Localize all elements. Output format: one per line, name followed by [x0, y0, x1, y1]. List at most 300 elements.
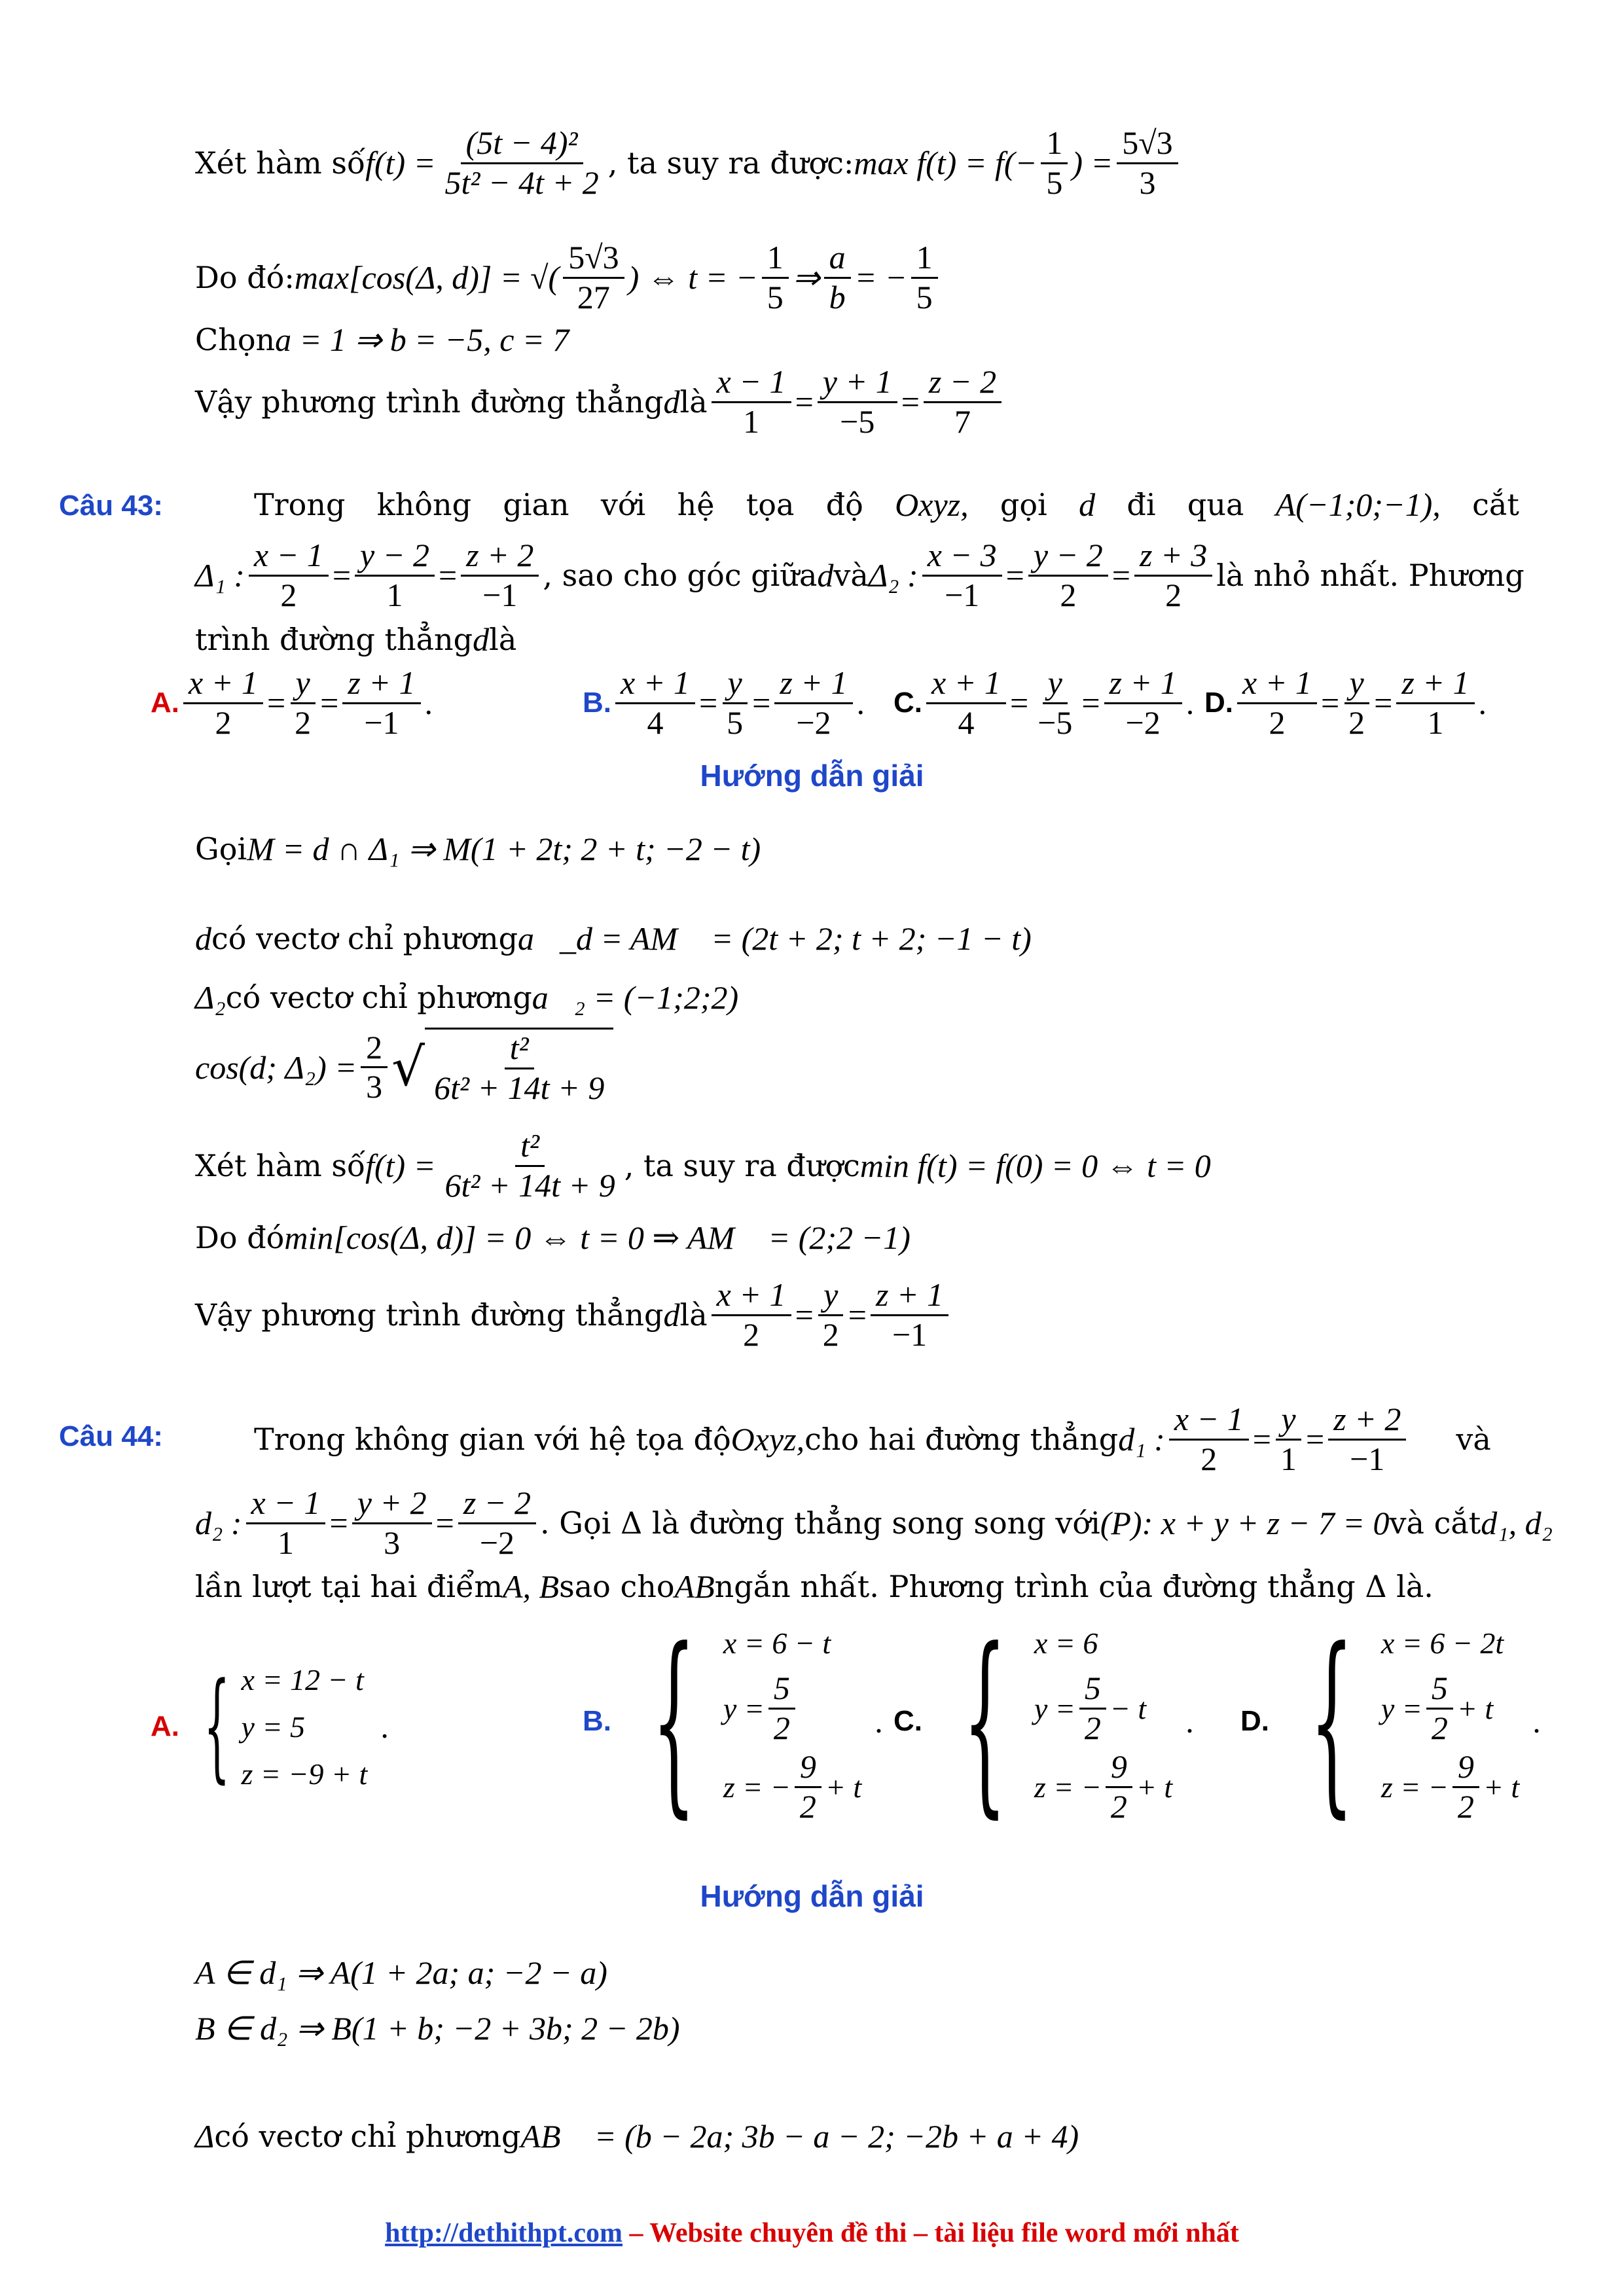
denominator: 4: [958, 704, 975, 741]
brace: {: [1310, 1607, 1354, 1835]
prev-line-1: [195, 124, 1182, 202]
word: hệ: [677, 487, 715, 522]
denominator: 1: [743, 403, 760, 440]
math: A ∈ d₁ ⇒ A(1 + 2a; a; −2 − a): [195, 1954, 607, 1991]
math: Δ₂: [195, 979, 226, 1016]
math: + t: [825, 1770, 862, 1804]
fraction: [439, 124, 604, 202]
numerator: z + 1: [342, 664, 420, 704]
word: qua: [1187, 487, 1244, 522]
text: lần lượt tại hai điểm: [195, 1569, 503, 1604]
fraction: [922, 537, 1002, 614]
math: d: [663, 384, 680, 420]
fraction: [818, 363, 897, 440]
word: độ: [825, 487, 863, 522]
period: .: [875, 1703, 883, 1740]
denominator: 5: [727, 704, 744, 741]
row: [1034, 1669, 1172, 1748]
denominator: 6t² + 14t + 9: [434, 1069, 605, 1106]
denominator: 3: [384, 1524, 401, 1561]
fraction: [712, 1276, 791, 1354]
fraction: [1117, 124, 1178, 202]
text: là: [489, 622, 517, 657]
fraction: [1343, 664, 1370, 742]
radical-sign: √: [391, 1036, 425, 1098]
option-label: B.: [583, 1705, 611, 1737]
option-label: C.: [893, 1705, 922, 1737]
fraction: [342, 664, 420, 742]
numerator: t²: [505, 1030, 534, 1069]
word: Oxyz,: [895, 486, 969, 523]
text: có vectơ chỉ phương: [211, 921, 518, 956]
numerator: y: [818, 1276, 843, 1316]
numerator: z − 2: [458, 1484, 536, 1524]
denominator: −1: [364, 704, 399, 741]
equals: =: [438, 557, 458, 594]
row: [723, 1669, 861, 1748]
fraction: [824, 239, 851, 316]
equals: =: [1252, 1421, 1271, 1458]
denominator: 2: [1348, 704, 1365, 741]
q43-step-2: [195, 920, 1032, 958]
denominator: 2: [1200, 1440, 1218, 1477]
denominator: 5: [767, 278, 784, 315]
row: [1381, 1748, 1519, 1826]
row: [1034, 1748, 1172, 1826]
math: a⃗₂ = (−1;2;2): [532, 979, 739, 1016]
fraction: [352, 1484, 432, 1562]
fraction: [183, 664, 263, 742]
text: cho hai đường thẳng: [804, 1422, 1119, 1457]
row: x = 6: [1034, 1626, 1098, 1660]
fraction: [795, 1748, 821, 1825]
row: [1381, 1669, 1519, 1748]
math: Δ₂ :: [868, 557, 918, 594]
radicand: [425, 1028, 613, 1107]
q44-option-b[interactable]: [583, 1607, 883, 1835]
numerator: 5: [768, 1670, 795, 1710]
denominator: 1: [1280, 1440, 1297, 1477]
numerator: y: [1276, 1401, 1301, 1441]
system-rows: [723, 1617, 861, 1826]
prev-line-4: [195, 363, 1005, 440]
fraction: [1426, 1670, 1453, 1747]
math: AB: [674, 1568, 715, 1605]
fraction: [1104, 664, 1182, 742]
numerator: x − 1: [1169, 1401, 1249, 1441]
fraction: [249, 537, 329, 614]
denominator: b: [829, 278, 846, 315]
fraction: [1275, 1401, 1302, 1478]
text: Vậy phương trình đường thẳng: [195, 384, 664, 420]
numerator: 1: [911, 239, 938, 279]
denominator: 2: [1269, 704, 1286, 741]
text: có vectơ chỉ phương: [214, 2119, 521, 2154]
q43-step-6: [195, 1219, 911, 1257]
row: x = 12 − t: [241, 1662, 364, 1696]
q44-step-1: [195, 1954, 607, 1992]
equals: =: [266, 685, 286, 721]
brace: {: [204, 1658, 230, 1795]
word: với: [600, 487, 646, 522]
system-rows: [1381, 1617, 1519, 1826]
fraction: [1169, 1401, 1249, 1478]
denominator: 2: [799, 1787, 816, 1825]
brace: {: [652, 1607, 696, 1835]
denominator: 3: [366, 1068, 383, 1105]
fraction: [289, 664, 316, 742]
equals: =: [332, 557, 352, 594]
denominator: 2: [743, 1316, 760, 1353]
math: max[cos(Δ, d)] = √(: [294, 259, 560, 296]
equation-system: [922, 1607, 1173, 1835]
numerator: y: [1344, 664, 1369, 704]
word: tọa: [746, 487, 795, 522]
period: .: [1478, 685, 1487, 721]
denominator: 1: [1427, 704, 1444, 741]
q44-option-d[interactable]: [1240, 1607, 1541, 1835]
denominator: 2: [295, 704, 312, 741]
numerator: 2: [361, 1029, 388, 1069]
numerator: x − 3: [922, 537, 1002, 577]
text: Do đó:: [195, 260, 295, 295]
fraction: [1032, 664, 1077, 742]
fraction: [1328, 1401, 1406, 1478]
math: max f(t) = f(−: [854, 145, 1038, 181]
fraction: [1453, 1748, 1479, 1825]
numerator: (5t − 4)²: [461, 124, 583, 164]
math: d₂ :: [195, 1505, 242, 1541]
q43-line-1: [254, 486, 1519, 524]
text: Gọi: [195, 831, 247, 867]
math: Δ: [195, 2118, 215, 2155]
equals: =: [320, 685, 339, 721]
denominator: −2: [1125, 704, 1161, 741]
math: (P): x + y + z − 7 = 0: [1100, 1505, 1390, 1541]
fraction: [246, 1484, 326, 1562]
denominator: −2: [796, 704, 831, 741]
fraction: [1079, 1670, 1106, 1747]
text: , sao cho góc giữa: [543, 558, 818, 593]
text: , ta suy ra được:: [607, 145, 854, 181]
numerator: 5√3: [563, 239, 624, 279]
math: Δ₁ :: [195, 557, 245, 594]
denominator: 5: [916, 278, 933, 315]
math: z = −: [723, 1770, 791, 1804]
q43-option-a[interactable]: [151, 664, 433, 742]
numerator: x − 1: [249, 537, 329, 577]
q43-option-b[interactable]: [583, 664, 865, 742]
fraction: [615, 664, 695, 742]
denominator: −1: [945, 576, 980, 613]
row: x = 6 − 2t: [1380, 1626, 1504, 1660]
option-label: A.: [151, 687, 179, 719]
equals: =: [1111, 557, 1130, 594]
math: y =: [1034, 1691, 1075, 1725]
equals: =: [848, 1297, 867, 1333]
denominator: 2: [1084, 1709, 1101, 1746]
fraction: [762, 239, 789, 316]
equals: =: [1005, 557, 1024, 594]
text: là: [679, 384, 708, 420]
math: y =: [723, 1691, 765, 1725]
text: có vectơ chỉ phương: [225, 980, 532, 1015]
numerator: y − 2: [355, 537, 435, 577]
numerator: x + 1: [926, 664, 1006, 704]
q43-step-1: [195, 830, 761, 868]
q43-solution-heading: Hướng dẫn giải: [700, 759, 924, 793]
equals: =: [752, 685, 771, 721]
math: d: [817, 557, 834, 594]
numerator: x + 1: [183, 664, 263, 704]
math: = −: [854, 259, 907, 296]
numerator: 5: [1426, 1670, 1453, 1710]
denominator: 1: [278, 1524, 295, 1561]
math: z = −: [1380, 1770, 1449, 1804]
equals: =: [1305, 1421, 1325, 1458]
period: .: [1185, 1703, 1194, 1740]
math: f(t) =: [365, 1147, 436, 1184]
equals: =: [901, 384, 920, 420]
question-44-label: Câu 44:: [59, 1420, 163, 1452]
math: a = 1 ⇒ b = −5, c = 7: [275, 321, 569, 358]
denominator: 2: [773, 1709, 790, 1746]
word: gọi: [1000, 487, 1047, 522]
row: x = 6 − t: [723, 1626, 831, 1660]
text: Trong không gian với hệ tọa độ: [254, 1422, 731, 1457]
numerator: z + 1: [1396, 664, 1474, 704]
numerator: z + 2: [1328, 1401, 1406, 1441]
word: cắt: [1472, 487, 1519, 522]
fraction: [911, 239, 938, 316]
question-43-label: Câu 43:: [59, 490, 163, 522]
footer: [0, 2217, 1624, 2249]
numerator: x − 1: [712, 363, 791, 403]
equals: =: [1081, 685, 1100, 721]
q43-line-3: [195, 620, 516, 658]
fraction: [439, 1127, 620, 1204]
fraction: [926, 664, 1006, 742]
fraction: [774, 664, 852, 742]
math: AB⃗ = (b − 2a; 3b − a − 2; −2b + a + 4): [520, 2118, 1079, 2155]
math: d₁, d₂: [1481, 1505, 1553, 1541]
text: , ta suy ra được: [624, 1148, 860, 1183]
fraction: [712, 363, 791, 440]
denominator: 2: [1431, 1709, 1448, 1746]
footer-tagline: – Website chuyên đề thi – tài liệu file word mới nhất: [623, 2218, 1239, 2248]
fraction: [818, 1276, 844, 1354]
math: B ∈ d₂ ⇒ B(1 + b; −2 + 3b; 2 − 2b): [195, 2010, 680, 2047]
system-rows: [1034, 1617, 1172, 1826]
row: z = −9 + t: [241, 1757, 368, 1791]
text: là nhỏ nhất. Phương: [1216, 558, 1525, 593]
q43-option-c[interactable]: [893, 664, 1194, 742]
math: A, B: [503, 1568, 560, 1605]
math: min f(t) = f(0) = 0 ⇔ t = 0: [859, 1147, 1211, 1184]
q43-line-2: [195, 537, 1525, 614]
text: Do đó: [195, 1220, 285, 1255]
text: Chọn: [195, 322, 276, 357]
fraction: [1106, 1748, 1132, 1825]
math: + t: [1136, 1770, 1173, 1804]
period: .: [424, 685, 433, 721]
equals: =: [698, 685, 718, 721]
math: M = d ∩ Δ₁ ⇒ M(1 + 2t; 2 + t; −2 − t): [247, 831, 761, 867]
equals: =: [329, 1505, 348, 1541]
denominator: 27: [577, 278, 610, 315]
footer-link[interactable]: http://dethithpt.com: [385, 2218, 623, 2248]
denominator: −5: [1038, 704, 1073, 741]
word: A(−1;0;−1),: [1275, 486, 1441, 523]
text: sao cho: [559, 1569, 675, 1604]
numerator: 9: [795, 1748, 821, 1788]
option-label: C.: [893, 687, 922, 719]
period: .: [1185, 685, 1195, 721]
text: Vậy phương trình đường thẳng: [195, 1297, 664, 1333]
text: và: [1456, 1422, 1491, 1457]
math: cos(d; Δ₂) =: [195, 1049, 357, 1086]
prev-line-3: [195, 321, 569, 359]
numerator: z + 2: [461, 537, 539, 577]
fraction: [458, 1484, 536, 1562]
q44-option-a[interactable]: [151, 1656, 389, 1797]
math: ) ⇔ t = −: [628, 259, 758, 296]
denominator: 5: [1046, 164, 1063, 201]
equals: =: [435, 1505, 454, 1541]
fraction: [461, 537, 539, 614]
numerator: 9: [1106, 1748, 1132, 1788]
numerator: y − 2: [1028, 537, 1108, 577]
math: + t: [1483, 1770, 1520, 1804]
numerator: 5√3: [1117, 124, 1178, 164]
equals: =: [1009, 685, 1029, 721]
q44-line-2: [195, 1484, 1553, 1562]
numerator: z + 1: [1104, 664, 1182, 704]
math: Oxyz,: [731, 1421, 805, 1458]
brace: {: [963, 1607, 1007, 1835]
system-rows: [242, 1656, 368, 1797]
numerator: 1: [1041, 124, 1068, 164]
denominator: −2: [479, 1524, 515, 1561]
math: d: [473, 621, 490, 658]
numerator: y: [723, 664, 748, 704]
math: f(t) =: [365, 145, 436, 181]
numerator: 5: [1079, 1670, 1106, 1710]
option-label: D.: [1204, 687, 1233, 719]
period: .: [856, 685, 865, 721]
word: gian: [503, 487, 569, 522]
numerator: y: [291, 664, 316, 704]
denominator: 2: [215, 704, 232, 741]
equals: =: [795, 1297, 814, 1333]
fraction: [768, 1670, 795, 1747]
text: trình đường thẳng: [195, 622, 473, 657]
math: y =: [1380, 1691, 1422, 1725]
numerator: z − 2: [924, 363, 1001, 403]
fraction: [721, 664, 748, 742]
numerator: x + 1: [615, 664, 695, 704]
numerator: x + 1: [712, 1276, 791, 1316]
prev-line-2: [195, 239, 942, 316]
denominator: 5t² − 4t + 2: [444, 164, 599, 201]
denominator: 2: [1457, 1787, 1474, 1825]
numerator: y + 1: [818, 363, 897, 403]
denominator: −1: [482, 576, 518, 613]
row: y = 5: [241, 1710, 305, 1744]
q44-option-c[interactable]: [893, 1607, 1194, 1835]
math: z = −: [1034, 1770, 1102, 1804]
numerator: 9: [1453, 1748, 1479, 1788]
denominator: 2: [280, 576, 297, 613]
text: . Gọi Δ là đường thẳng song song với: [540, 1505, 1100, 1541]
denominator: 7: [954, 403, 971, 440]
math: d: [663, 1297, 680, 1333]
denominator: 3: [1139, 164, 1156, 201]
q43-option-d[interactable]: [1204, 664, 1487, 742]
numerator: z + 1: [774, 664, 852, 704]
fraction: [871, 1276, 948, 1354]
word: Trong: [254, 487, 346, 522]
text: ngắn nhất. Phương trình của đường thẳng Δ là.: [714, 1569, 1434, 1604]
fraction: [429, 1030, 609, 1107]
period: .: [1532, 1703, 1541, 1740]
text: và: [833, 558, 869, 593]
q43-step-5: [195, 1127, 1211, 1204]
denominator: 2: [822, 1316, 839, 1353]
math: d₁ :: [1118, 1421, 1165, 1458]
denominator: −1: [1350, 1440, 1385, 1477]
equals: =: [795, 384, 814, 420]
text: là: [679, 1297, 708, 1333]
period: .: [380, 1708, 389, 1745]
denominator: 2: [1110, 1787, 1127, 1825]
text: và cắt: [1389, 1505, 1481, 1541]
equals: =: [1320, 685, 1340, 721]
option-label: B.: [583, 687, 611, 719]
math: − t: [1110, 1691, 1147, 1725]
fraction: [1041, 124, 1068, 202]
math: ) =: [1072, 145, 1113, 181]
denominator: 6t² + 14t + 9: [444, 1166, 615, 1204]
numerator: z + 1: [871, 1276, 948, 1316]
numerator: a: [824, 239, 851, 279]
q44-step-3: [195, 2117, 1079, 2155]
fraction: [355, 537, 435, 614]
fraction: [1134, 537, 1212, 614]
word: d: [1079, 486, 1096, 523]
numerator: x − 1: [246, 1484, 326, 1524]
numerator: z + 3: [1134, 537, 1212, 577]
numerator: 1: [762, 239, 789, 279]
word: đi: [1127, 487, 1156, 522]
math: min[cos(Δ, d)] = 0 ⇔ t = 0 ⇒ AM⃗ = (2;2 −1): [284, 1219, 911, 1256]
fraction: [361, 1029, 388, 1106]
q44-line-3: [195, 1568, 1434, 1605]
row: [723, 1748, 861, 1826]
q44-line-1: [254, 1401, 1491, 1478]
denominator: 4: [647, 704, 664, 741]
q44-step-2: [195, 2009, 679, 2047]
denominator: −5: [840, 403, 875, 440]
q43-step-4: [195, 1028, 613, 1107]
math: + t: [1456, 1691, 1494, 1725]
numerator: y: [1043, 664, 1068, 704]
equation-system: [611, 1607, 862, 1835]
word: không: [376, 487, 472, 522]
math: d: [195, 920, 211, 957]
fraction: [1237, 664, 1317, 742]
fraction: [1028, 537, 1108, 614]
